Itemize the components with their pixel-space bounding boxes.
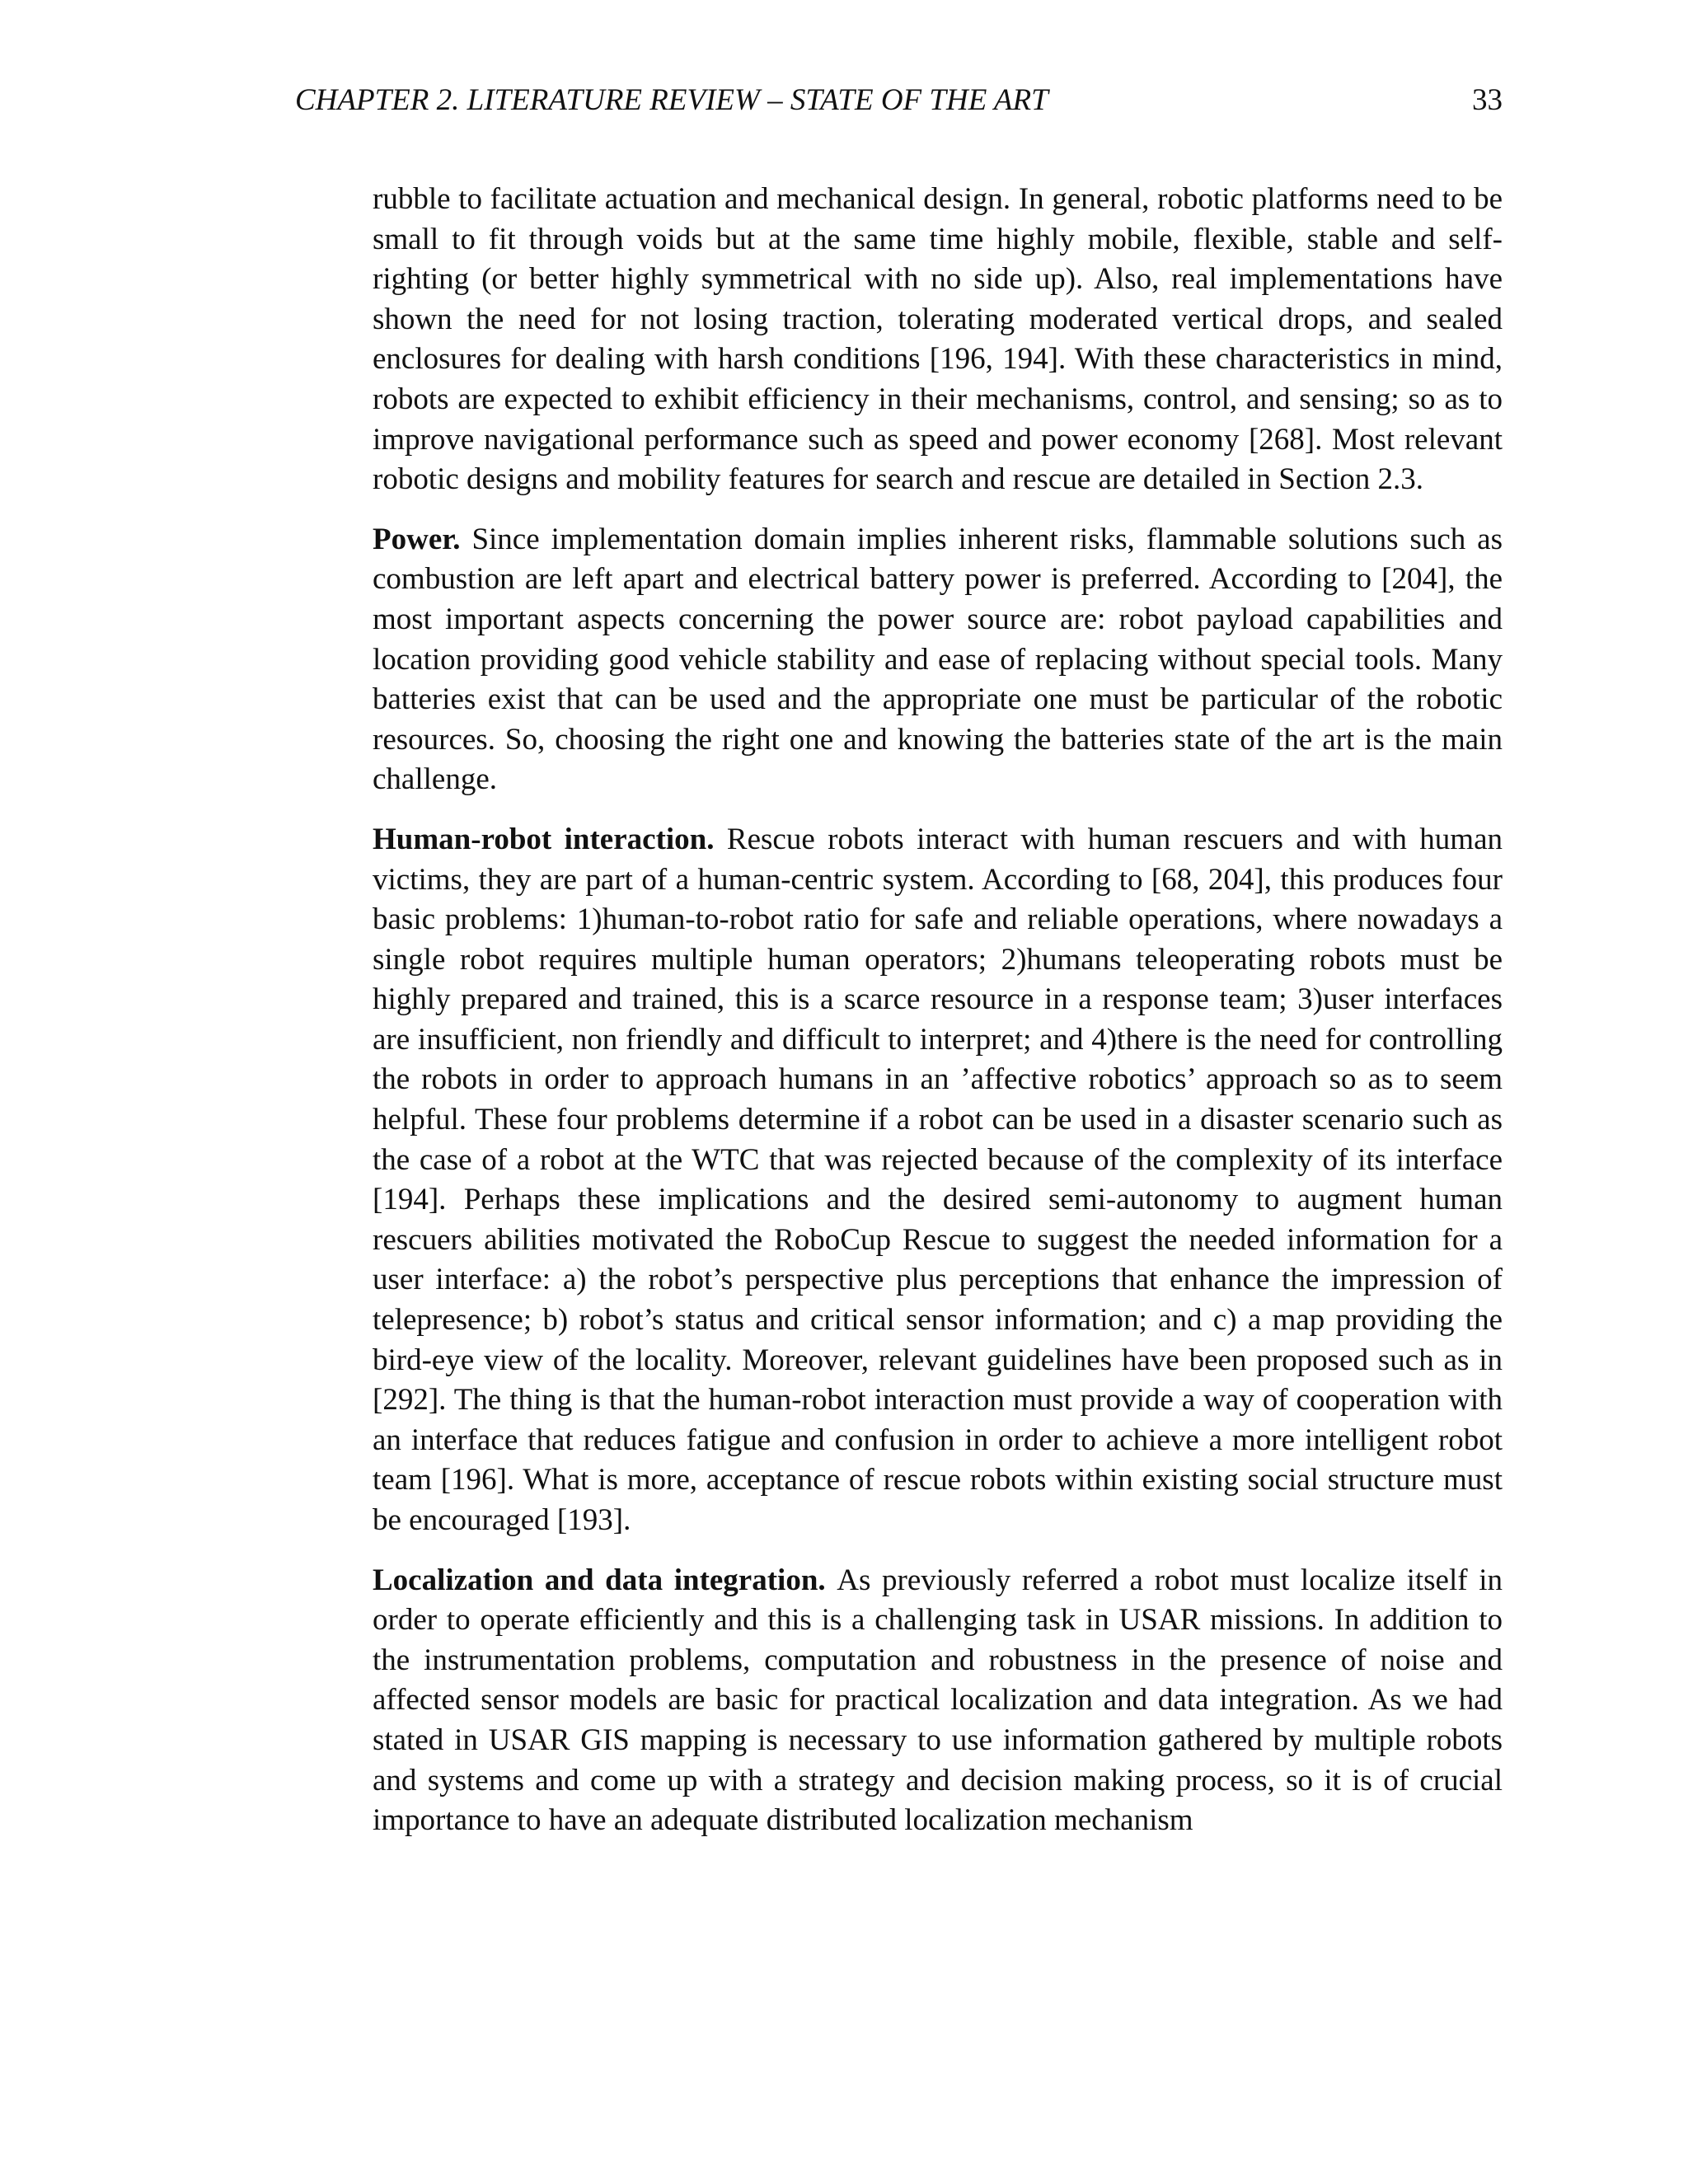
paragraph-localization bbox=[373, 1561, 1503, 1841]
paragraph-text: Rescue robots interact with human rescuers and with human victims, they are part of a human-centric system. According to [68, 204], this produces four basic problems: 1)human-to-robot ratio for safe and reliable operations, where nowadays a single robot requires multiple human operators; 2)humans teleoperating robots must be highly prepared and trained, this is a scarce resource in a response team; 3)user interfaces are insufficient, non friendly and difficult to interpret; and 4)there is the need for controlling the robots in order to approach humans in an ’affective robotics’ approach so as to seem helpful. These four problems determine if a robot can be used in a disaster scenario such as the case of a robot at the WTC that was rejected because of the complexity of its interface [194]. Perhaps these implications and the desired semi-autonomy to augment human rescuers abilities motivated the RoboCup Rescue to suggest the needed information for a user interface: a) the robot’s perspective plus perceptions that enhance the impression of telepresence; b) robot’s status and critical sensor information; and c) a map providing the bird-eye view of the locality. Moreover, relevant guidelines have been proposed such as in [292]. The thing is that the human-robot interaction must provide a way of cooperation with an interface that reduces fatigue and confusion in order to achieve a more intelligent robot team [196]. What is more, acceptance of rescue robots within existing social structure must be encouraged [193]. bbox=[373, 822, 1503, 1537]
paragraph-rubble bbox=[373, 180, 1503, 500]
paragraph-text: rubble to facilitate actuation and mechanical design. In general, robotic platforms need to be small to fit through voids but at the same time highly mobile, flexible, stable and self-righting (or better highly symmetrical with no side up). Also, real implementations have shown the need for not losing traction, tolerating moderated vertical drops, and sealed enclosures for dealing with harsh conditions [196, 194]. With these characteristics in mind, robots are expected to exhibit efficiency in their mechanisms, control, and sensing; so as to improve navigational performance such as speed and power economy [268]. Most relevant robotic designs and mobility features for search and rescue are detailed in Section 2.3. bbox=[373, 182, 1503, 497]
paragraph-power bbox=[373, 520, 1503, 800]
body-text bbox=[373, 180, 1503, 1861]
paragraph-text: As previously referred a robot must localize itself in order to operate efficiently and this is a challenging task in USAR missions. In addition to the instrumentation problems, computation and robustness in the presence of noise and affected sensor models are basic for practical localization and data integration. As we had stated in USAR GIS mapping is necessary to use information gathered by multiple robots and systems and come up with a strategy and decision making process, so it is of crucial importance to have an adequate distributed localization mechanism bbox=[373, 1563, 1503, 1838]
paragraph-heading: Localization and data integration. bbox=[373, 1563, 837, 1597]
chapter-title: CHAPTER 2. LITERATURE REVIEW – STATE OF THE ART bbox=[295, 83, 1048, 117]
paragraph-human-robot-interaction bbox=[373, 820, 1503, 1541]
paragraph-heading: Human-robot interaction. bbox=[373, 822, 727, 856]
paragraph-text: Since implementation domain implies inherent risks, flammable solutions such as combustion are left apart and electrical battery power is preferred. According to [204], the most important aspects concerning the power source are: robot payload capabilities and location providing good vehicle stability and ease of replacing without special tools. Many batteries exist that can be used and the appropriate one must be particular of the robotic resources. So, choosing the right one and knowing the batteries state of the art is the main challenge. bbox=[373, 522, 1503, 797]
page-number: 33 bbox=[1472, 83, 1503, 117]
paragraph-heading: Power. bbox=[373, 522, 472, 556]
